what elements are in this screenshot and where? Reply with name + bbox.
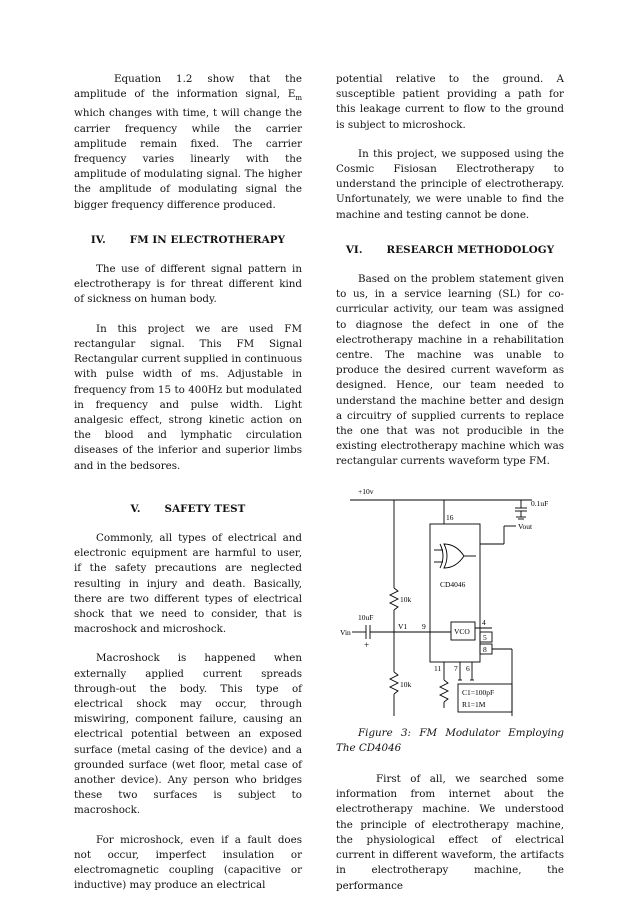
c1-label: C1=100pF [462,687,495,697]
chip-label: CD4046 [440,579,466,589]
supply-label: +10v [358,486,374,496]
paragraph: In this project, we supposed using the Cosmic Fisiosan Electrotherapy to understand the principle of electrotherapy. Unfortunately, we were unable to find the machine and testing cannot be done. [336,147,564,221]
pin9-label: 9 [422,621,426,631]
paragraph: Macroshock is happened when externally applied current spreads through-out the body. This type of electrical shock may occur, through miswiring, component failure, causing an electrical potential between an exposed surface (metal casing of the device) and a grounded surface (wet floor, metal case of another device). Any person who bridges these two surfaces is subject to macroshock. [74,652,302,817]
cap-in-label: 10uF [358,612,374,622]
vin-label: Vin [340,627,351,637]
section-heading-research-methodology: VI. RESEARCH METHODOLOGY [345,243,555,256]
paragraph: The use of different signal pattern in electrotherapy is for threat different kind of sickness on human body. [74,263,302,306]
section-heading-fm-electrotherapy: IV. FM IN ELECTROTHERAPY [90,233,286,246]
right-column [336,72,564,908]
resistor-bottom [390,672,398,694]
pin16-label: 16 [446,512,454,522]
resistor-top [390,588,398,610]
v1-label: V1 [398,621,408,631]
pin7-label: 7 [454,663,458,673]
pin4-label: 4 [482,617,486,627]
res-bottom-label: 10k [400,679,412,689]
pin8-label: 8 [483,644,487,654]
resistor-r1 [440,680,448,702]
paragraph: potential relative to the ground. A susceptible patient providing a path for this leakage current to flow to the ground is subject to microshock. [336,73,564,131]
paragraph: Based on the problem statement given to us, in a service learning (SL) for co-curricular activity, our team was assigned to diagnose the defect in one of the electrotherapy machine in a rehabilitation centre. The machine was unable to produce the desired current waveform as designed. Hence, our team needed to understand the machine better and design a circuitry of supplied currents to replace the one that was not producible in the existing electrotherapy machine which was rectangular currents waveform type FM. [336,273,564,468]
pin6-label: 6 [466,663,470,673]
r1-label: R1=1M [462,699,486,709]
circuit-figure [336,484,564,716]
res-top-label: 10k [400,594,412,604]
fm-modulator-schematic [336,484,564,716]
paragraph: Commonly, all types of electrical and electronic equipment are harmful to user, if the safety precautions are neglected resulting in injury and death. Basically, there are two different types of electrical shock that we need to consider, that is macroshock and microshock. [74,531,302,636]
plus-label: + [364,639,370,650]
pin5-label: 5 [483,632,487,642]
paragraph: In this project we are used FM rectangular signal. This FM Signal Rectangular current supplied in continuous with pulse width of ms. Adjustable in frequency from 15 to 400Hz but modulated in frequency and pulse width. Light analgesic effect, strong kinetic action on the blood and lymphatic circulation diseases of the inferior and superior limbs and in the bedsores. [74,322,302,472]
vout-label: Vout [518,521,533,531]
xor-gate [444,544,464,568]
vco-label: VCO [454,626,470,636]
chip-outline [430,524,480,662]
section-heading-safety-test: V. SAFETY TEST [130,502,246,515]
paragraph: For microshock, even if a fault does not occur, imperfect insulation or electromagnetic coupling (capacitive or inductive) may produce an electrical [74,833,302,892]
intro-paragraph: Equation 1.2 show that the amplitude of the information signal, $E_m$ which changes with time, t will change the carrier frequency while the carrier amplitude remain fixed. The carrier frequency varies linearly with the amplitude of modulating signal. The higher the amplitude of modulating signal the bigger frequency difference produced. [74,73,302,211]
figure-caption: Figure 3: FM Modulator Employing The CD4046 [336,726,564,754]
paragraph: First of all, we searched some information from internet about the electrotherapy machine. We understood the principle of electrotherapy machine, the physiological effect of electrical current in different waveform, the artifacts in electrotherapy machine, the performance [336,773,564,892]
pin11-label: 11 [434,663,442,673]
left-column [74,72,302,907]
cap-top-label: 0.1uF [531,498,549,508]
